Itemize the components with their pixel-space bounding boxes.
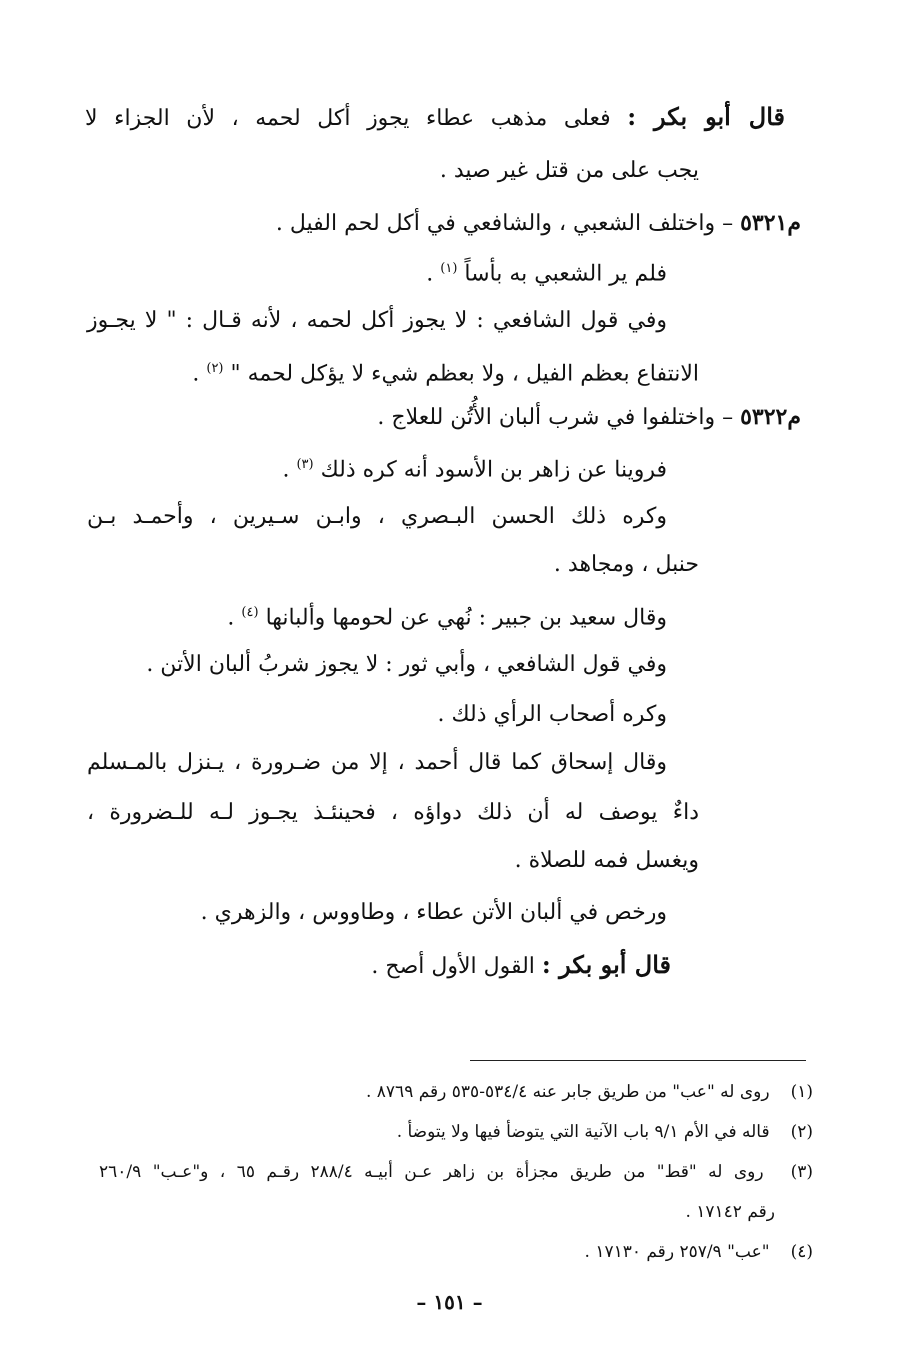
issue-number: م٥٣٢١ [740, 210, 801, 236]
text-line-15: داءٌ يوصف له أن ذلك دواؤه ، فحينئـذ يجـوز لـه للـضرورة ، [87, 800, 699, 825]
text-line-13: وكره أصحاب الرأي ذلك . [437, 702, 667, 727]
footnote-3 [99, 1160, 813, 1184]
text-line-4: فلم ير الشعبي به بأساً $^{(١)}$ . [426, 261, 667, 287]
footnote-text: روى له "قط" من طريق مجزأة بن زاهر عـن أبيـه ٢٨٨/٤ رقـم ٦٥ ، و"عـب" ٢٦٠/٩ [99, 1162, 764, 1182]
text-line-11: وقال سعيد بن جبير : نُهي عن لحومها وألبانها $^{(٤)}$ . [227, 605, 667, 631]
text-line-2: يجب على من قتل غير صيد . [439, 158, 699, 183]
text-line-18 [371, 950, 671, 982]
text-span: – واختلف الشعبي ، والشافعي في أكل لحم الفيل . [275, 211, 734, 236]
footnote-mark: (٢) [790, 1122, 813, 1142]
text-line-14: وقال إسحاق كما قال أحمد ، إلا من ضـرورة ، يـنزل بالمـسلم [87, 750, 667, 775]
text-line-16: ويغسل فمه للصلاة . [514, 848, 699, 873]
footnote-1 [366, 1080, 813, 1104]
issue-5321 [276, 208, 801, 239]
footnote-2 [397, 1120, 813, 1144]
page-number: – ١٥١ – [416, 1290, 483, 1314]
issue-5322 [377, 402, 801, 433]
text-line-5: وفي قول الشافعي : لا يجوز أكل لحمه ، لأنه قـال : " لا يجـوز [87, 308, 667, 333]
heading-abu-bakr: قال أبو بكر : [627, 102, 785, 131]
text-span: القول الأول أصح . [371, 954, 535, 979]
text-span: – واختلفوا في شرب ألبان الأُتُن للعلاج . [377, 405, 734, 430]
text-span: الانتفاع بعظم الفيل ، ولا بعظم شيء لا يؤكل لحمه " [230, 361, 699, 387]
footnote-mark: (٣) [790, 1162, 813, 1182]
footnote-ref-2: (٢) [206, 361, 224, 376]
text-span: فروينا عن زاهر بن الأسود أنه كره ذلك [320, 457, 667, 483]
footnote-text: روى له "عب" من طريق جابر عنه ٥٣٤/٤-٥٣٥ رقم ٨٧٦٩ . [365, 1082, 770, 1102]
text-span: فلم ير الشعبي به بأساً [464, 261, 667, 287]
footnote-mark: (٤) [790, 1242, 813, 1262]
footnote-ref-1: (١) [440, 261, 458, 276]
text-span: وقال سعيد بن جبير : نُهي عن لحومها وألبانها [265, 605, 667, 631]
footnote-separator [470, 1060, 806, 1061]
text-line-10: حنبل ، ومجاهد . [553, 552, 699, 577]
text-line-1 [85, 102, 785, 134]
heading-abu-bakr: قال أبو بكر : [541, 950, 671, 979]
footnote-text: قاله في الأم ٩/١ باب الآنية التي يتوضأ فيها ولا يتوضأ . [396, 1122, 770, 1142]
footnote-3-cont: رقم ١٧١٤٢ . [685, 1202, 775, 1222]
text-line-9: وكره ذلك الحسن البـصري ، وابـن سـيرين ، وأحمـد بـن [87, 504, 667, 529]
text-line-8: فروينا عن زاهر بن الأسود أنه كره ذلك $^{(٣)}$ . [282, 457, 667, 483]
footnote-ref-3: (٣) [296, 457, 314, 472]
footnote-text: "عب" ٢٥٧/٩ رقم ١٧١٣٠ . [584, 1242, 770, 1262]
footnote-ref-4: (٤) [241, 605, 259, 620]
footnote-mark: (١) [790, 1082, 813, 1102]
text-span: فعلى مذهب عطاء يجوز أكل لحمه ، لأن الجزاء لا [85, 106, 611, 131]
text-line-6: الانتفاع بعظم الفيل ، ولا بعظم شيء لا يؤكل لحمه " $^{(٢)}$ . [192, 361, 699, 387]
footnote-4 [585, 1240, 814, 1264]
issue-number: م٥٣٢٢ [740, 404, 801, 430]
text-line-17: ورخص في ألبان الأتن عطاء ، وطاووس ، والزهري . [200, 900, 667, 925]
text-line-12: وفي قول الشافعي ، وأبي ثور : لا يجوز شربُ ألبان الأتن . [146, 652, 667, 677]
